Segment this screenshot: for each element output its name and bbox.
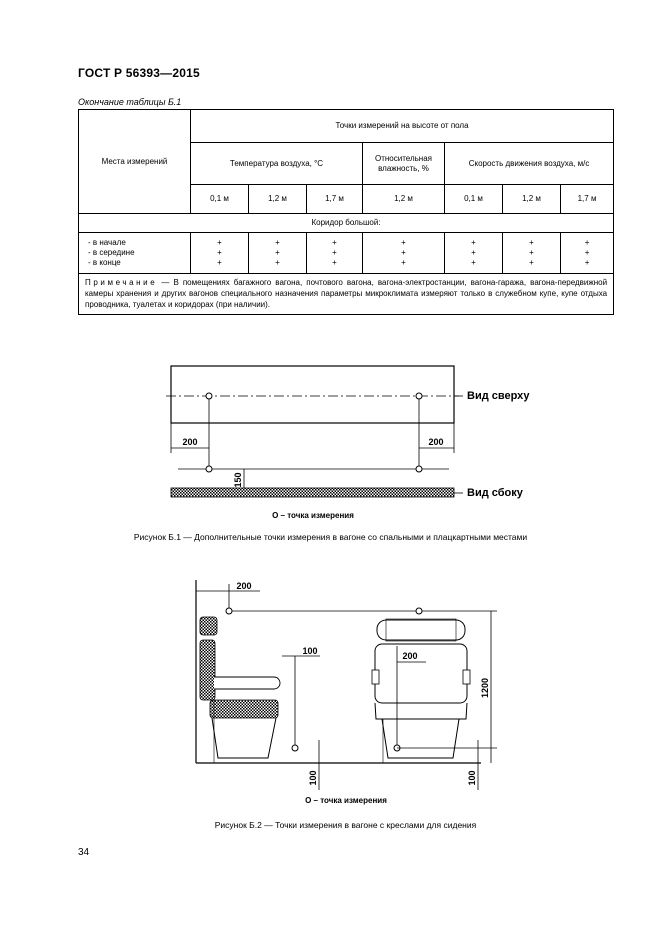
row-label: - в начале bbox=[88, 238, 126, 247]
measurement-table bbox=[78, 109, 614, 315]
note-lead: Примечание bbox=[85, 278, 158, 287]
mark-cell: + + + bbox=[307, 233, 363, 274]
dim-height: 1200 bbox=[480, 677, 490, 699]
dim-bottom-left: 100 bbox=[308, 770, 318, 786]
note-text: — В помещениях багажного вагона, почтового вагона, вагона-электростанции, вагона-гаража, вагона-передвижной камеры хранения и других вагонов специального назначения параметры микроклимата измеряют только в служебном купе, купе отдыха проводника, туалетах и коридорах (при наличии). bbox=[85, 278, 608, 309]
dim-right: 200 bbox=[428, 437, 444, 447]
figure-b1-diagram bbox=[0, 355, 661, 545]
group-header: Точки измерений на высоте от пола bbox=[191, 110, 614, 143]
row-label: - в середине bbox=[88, 248, 135, 257]
label-top-view: Вид сверху bbox=[467, 390, 530, 402]
dim-left: 200 bbox=[182, 437, 198, 447]
height-cell: 1,2 м bbox=[503, 185, 561, 214]
height-cell: 1,2 м bbox=[363, 185, 445, 214]
mark-cell: + + + bbox=[561, 233, 614, 274]
corridor-top-outline bbox=[171, 366, 454, 423]
label-side-view: Вид сбоку bbox=[467, 487, 523, 499]
top-view bbox=[166, 366, 459, 466]
measurement-point bbox=[226, 608, 232, 614]
height-cell: 1,2 м bbox=[249, 185, 307, 214]
side-view bbox=[171, 466, 454, 497]
temperature-header: Температура воздуха, °С bbox=[191, 143, 363, 185]
row-label: - в конце bbox=[88, 258, 121, 267]
mark-cell: + + + bbox=[191, 233, 249, 274]
figure1-caption: Рисунок Б.1 — Дополнительные точки измерения в вагоне со спальными и плацкартными местами bbox=[133, 532, 528, 542]
measurement-point bbox=[416, 393, 422, 399]
height-cell: 0,1 м bbox=[445, 185, 503, 214]
height-cell: 1,7 м bbox=[307, 185, 363, 214]
measurement-point bbox=[292, 745, 298, 751]
top-dimension bbox=[196, 581, 497, 614]
page-number: 34 bbox=[78, 847, 90, 858]
height-cell: 0,1 м bbox=[191, 185, 249, 214]
dim-seat-left: 100 bbox=[302, 646, 318, 656]
figure2-legend: О – точка измерения bbox=[305, 796, 387, 805]
dim-top: 200 bbox=[236, 581, 252, 591]
dim-bottom-right: 100 bbox=[467, 770, 477, 786]
place-header: Места измерений bbox=[79, 110, 191, 214]
measurement-point bbox=[206, 466, 212, 472]
table-note bbox=[79, 274, 614, 315]
figure2-caption: Рисунок Б.2 — Точки измерения в вагоне с креслами для сидения bbox=[214, 820, 477, 830]
measurement-point bbox=[416, 466, 422, 472]
figure1-legend: О – точка измерения bbox=[272, 511, 354, 520]
row-labels bbox=[79, 233, 191, 274]
dimension-marks bbox=[171, 423, 454, 453]
left-seat-side-view bbox=[200, 617, 280, 763]
mark-cell: + + + bbox=[503, 233, 561, 274]
mark-cell: + + + bbox=[363, 233, 445, 274]
dim-seat-right: 200 bbox=[402, 651, 418, 661]
measurement-point bbox=[416, 608, 422, 614]
mark-cell: + + + bbox=[249, 233, 307, 274]
measurement-point bbox=[206, 393, 212, 399]
dim-height: 150 bbox=[233, 472, 243, 488]
standard-header: ГОСТ Р 56393—2015 bbox=[78, 66, 200, 80]
mark-cell: + + + bbox=[445, 233, 503, 274]
height-cell: 1,7 м bbox=[561, 185, 614, 214]
seat-dimension bbox=[282, 646, 320, 790]
figure-b2-diagram bbox=[0, 575, 661, 810]
right-seat-front-view bbox=[372, 619, 470, 763]
section-title: Коридор большой: bbox=[79, 214, 614, 233]
floor-hatch bbox=[171, 488, 454, 497]
humidity-header: Относительная влажность, % bbox=[363, 143, 445, 185]
table-caption: Окончание таблицы Б.1 bbox=[78, 97, 182, 107]
air-speed-header: Скорость движения воздуха, м/с bbox=[445, 143, 614, 185]
